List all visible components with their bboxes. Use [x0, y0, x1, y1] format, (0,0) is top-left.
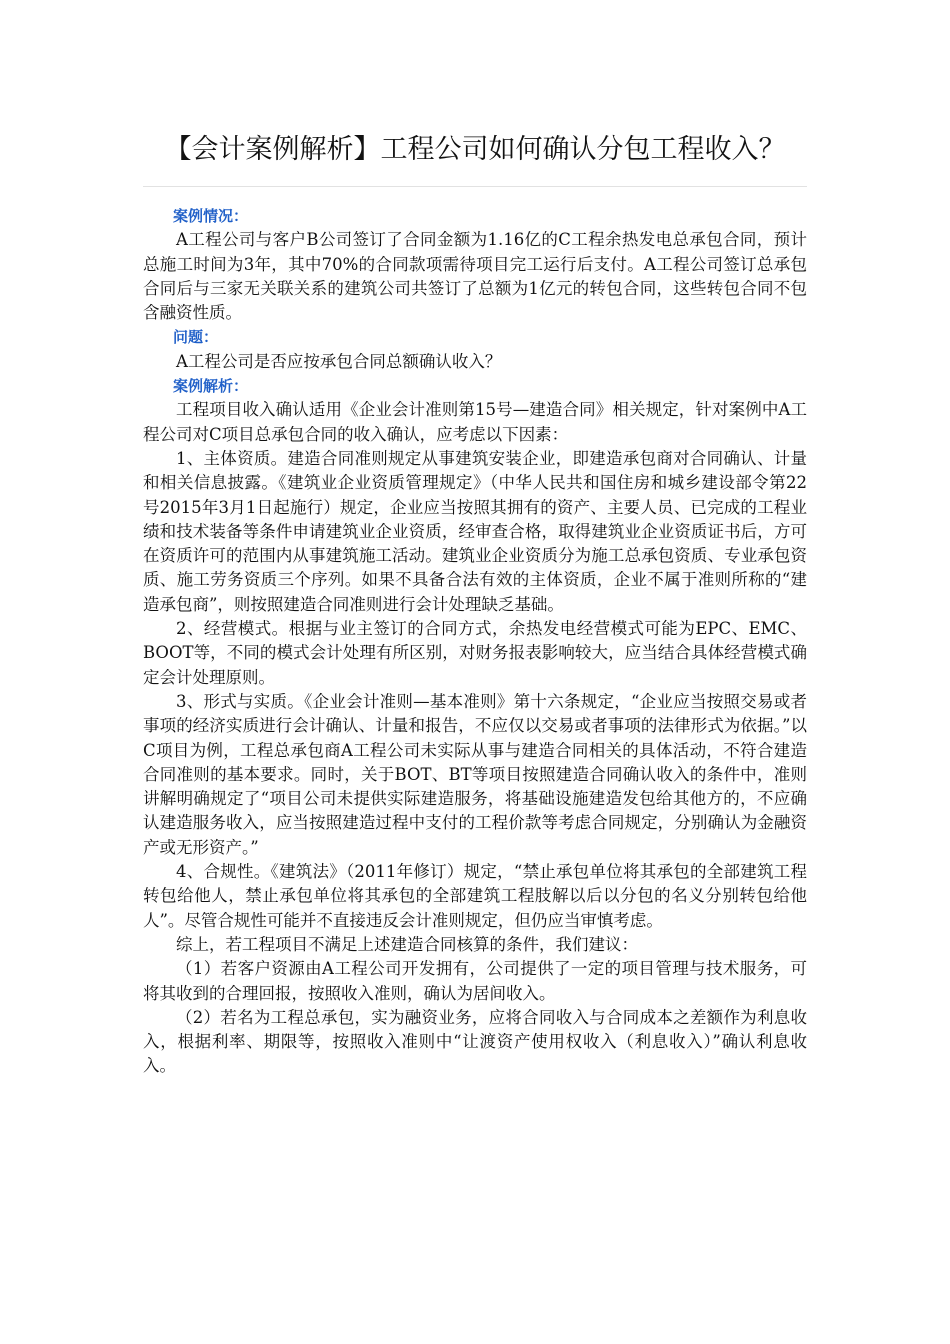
article-body [143, 204, 807, 1079]
summary-paragraph: 综上，若工程项目不满足上述建造合同核算的条件，我们建议： [176, 934, 638, 954]
page-title: 【会计案例解析】工程公司如何确认分包工程收入？ [164, 134, 786, 165]
case-heading: 案例情况： [173, 207, 249, 225]
question-heading: 问题： [173, 328, 219, 347]
suggestion-2-paragraph: （2）若名为工程总承包，实为融资业务，应将合同收入与合同成本之差额作为利息收入，根据利率、期限等，按照收入准则中“让渡资产使用权收入（利息收入）”确认利息收入。 [143, 1007, 807, 1076]
point-4-paragraph: 4、合规性。《建筑法》（2011年修订）规定，“禁止承包单位将其承包的全部建筑工程转包给他人，禁止承包单位将其承包的全部建筑工程肢解以后以分包的名义分别转包给他人”。尽管合规性可能并不直接违反会计准则规定，但仍应当审慎考虑。 [143, 862, 807, 930]
point-2-paragraph: 2、经营模式。根据与业主签订的合同方式，余热发电经营模式可能为EPC、EMC、BOOT等，不同的模式会计处理有所区别，对财务报表影响较大，应当结合具体经营模式确定会计处理原则。 [143, 619, 807, 687]
case-paragraph: A工程公司与客户B公司签订了合同金额为1.16亿的C工程余热发电总承包合同，预计总施工时间为3年，其中70%的合同款项需待项目完工运行后支付。A工程公司签订总承包合同后与三家无关联关系的建筑公司共签订了总额为1亿元的转包合同，这些转包合同不包含融资性质。 [143, 230, 807, 323]
analysis-heading: 案例解析： [173, 377, 249, 396]
suggestion-1-paragraph: （1）若客户资源由A工程公司开发拥有，公司提供了一定的项目管理与技术服务，可将其收到的合理回报，按照收入准则，确认为居间收入。 [143, 959, 807, 1003]
question-paragraph: A工程公司是否应按承包合同总额确认收入？ [176, 351, 502, 371]
point-1-paragraph: 1、主体资质。建造合同准则规定从事建筑安装企业，即建造承包商对合同确认、计量和相关信息披露。《建筑业企业资质管理规定》（中华人民共和国住房和城乡建设部令第22号2015年3月1日起施行）规定，企业应当按照其拥有的资产、主要人员、已完成的工程业绩和技术装备等条件申请建筑业企业资质，经审查合格，取得建筑业企业资质证书后，方可在资质许可的范围内从事建筑施工活动。建筑业企业资质分为施工总承包资质、专业承包资质、施工劳务资质三个序列。如果不具备合法有效的主体资质，企业不属于准则所称的“建造承包商”，则按照建造合同准则进行会计处理缺乏基础。 [143, 448, 807, 614]
title-divider [143, 186, 807, 187]
point-3-paragraph: 3、形式与实质。《企业会计准则—基本准则》第十六条规定，“企业应当按照交易或者事项的经济实质进行会计确认、计量和报告，不应仅以交易或者事项的法律形式为依据。”以C项目为例，工程总承包商A工程公司未实际从事与建造合同相关的具体活动，不符合建造合同准则的基本要求。同时，关于BOT、BT等项目按照建造合同确认收入的条件中，准则讲解明确规定了“项目公司未提供实际建造服务，将基础设施建造发包给其他方的，不应确认建造服务收入，应当按照建造过程中支付的工程价款等考虑合同规定，分别确认为金融资产或无形资产。” [143, 691, 807, 857]
analysis-intro-paragraph: 工程项目收入确认适用《企业会计准则第15号—建造合同》相关规定，针对案例中A工程公司对C项目总承包合同的收入确认，应考虑以下因素： [143, 400, 807, 444]
